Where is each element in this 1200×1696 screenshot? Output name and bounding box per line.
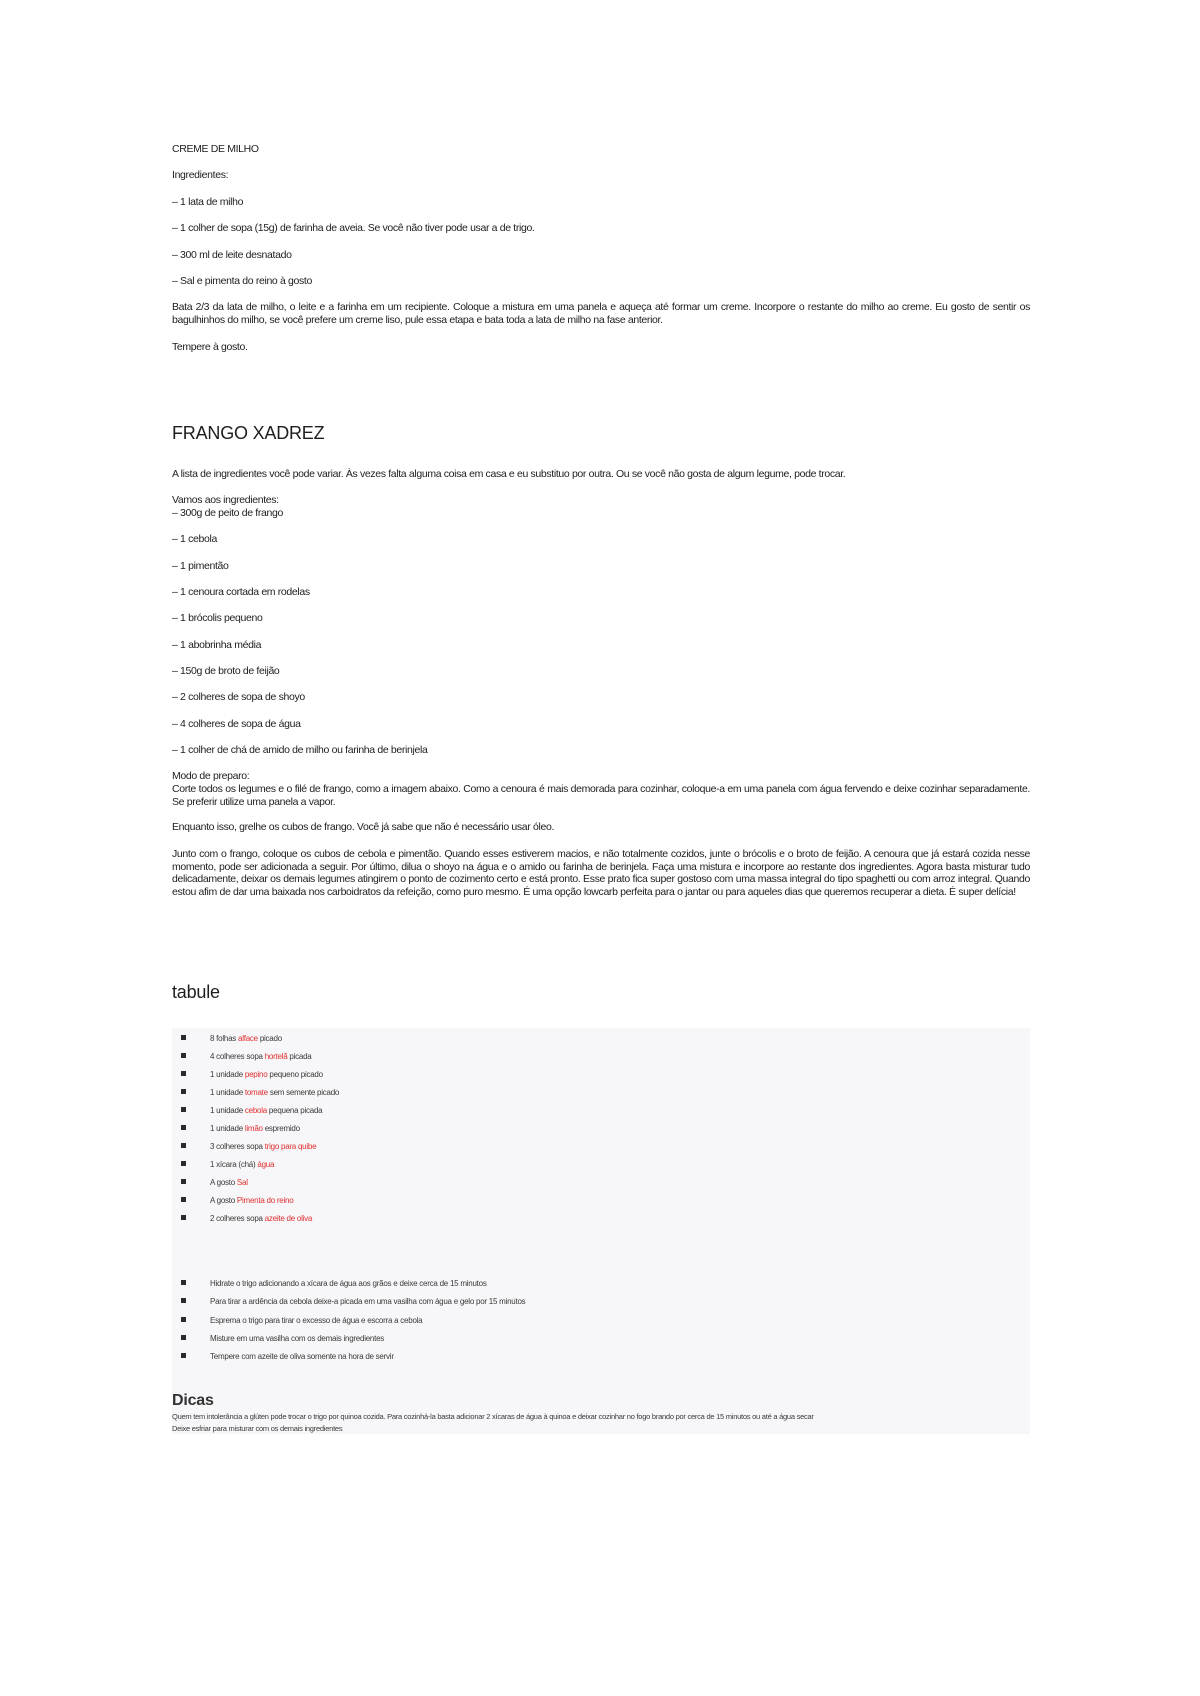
bullet-icon <box>181 1298 186 1303</box>
frango-ingredient: – 1 abobrinha média <box>172 639 262 651</box>
bullet-icon <box>181 1125 186 1130</box>
ingredient-link[interactable]: água <box>257 1160 275 1169</box>
bullet-icon <box>181 1335 186 1340</box>
ingredient-link[interactable]: Sal <box>236 1178 248 1187</box>
ingredient-link[interactable]: cebola <box>244 1106 267 1115</box>
creme-final: Tempere à gosto. <box>172 341 248 353</box>
creme-ingredient: – 300 ml de leite desnatado <box>172 249 292 261</box>
list-item: 1 unidade limão espremido <box>210 1124 300 1133</box>
ingredient-link[interactable]: hortelã <box>264 1052 288 1061</box>
dicas-text: Deixe esfriar para misturar com os demais ingredientes <box>172 1424 343 1433</box>
bullet-icon <box>181 1071 186 1076</box>
bullet-icon <box>181 1317 186 1322</box>
list-item: 1 unidade cebola pequena picada <box>210 1106 322 1115</box>
frango-intro: A lista de ingredientes você pode variar. Às vezes falta alguma coisa em casa e eu substituo por outra. Ou se você não gosta de algum legume, pode trocar. <box>172 468 846 480</box>
frango-ingredients-label: Vamos aos ingredientes: <box>172 494 279 506</box>
bullet-icon <box>181 1107 186 1112</box>
list-item: Para tirar a ardência da cebola deixe-a picada em uma vasilha com água e gelo por 15 minutos <box>210 1297 525 1306</box>
bullet-icon <box>181 1089 186 1094</box>
list-item: 4 colheres sopa hortelã picada <box>210 1052 311 1061</box>
frango-ingredient: – 150g de broto de feijão <box>172 665 280 677</box>
ingredient-link[interactable]: pepino <box>244 1070 268 1079</box>
frango-ingredient: – 300g de peito de frango <box>172 507 283 519</box>
list-item: 1 unidade tomate sem semente picado <box>210 1088 339 1097</box>
bullet-icon <box>181 1179 186 1184</box>
ingredient-link[interactable]: Pimenta do reino <box>236 1196 294 1205</box>
bullet-icon <box>181 1215 186 1220</box>
tabule-panel <box>172 1028 1030 1434</box>
ingredient-link[interactable]: limão <box>244 1124 263 1133</box>
ingredient-link[interactable]: trigo para quibe <box>264 1142 317 1151</box>
frango-ingredient: – 2 colheres de sopa de shoyo <box>172 691 305 703</box>
ingredient-link[interactable]: tomate <box>244 1088 268 1097</box>
frango-title: FRANGO XADREZ <box>172 423 325 443</box>
bullet-icon <box>181 1353 186 1358</box>
list-item: A gosto Sal <box>210 1178 248 1187</box>
list-item: 3 colheres sopa trigo para quibe <box>210 1142 316 1151</box>
bullet-icon <box>181 1197 186 1202</box>
frango-ingredient: – 1 brócolis pequeno <box>172 612 263 624</box>
list-item: 2 colheres sopa azeite de oliva <box>210 1214 312 1223</box>
creme-ingredients-label: Ingredientes: <box>172 169 229 181</box>
list-item: A gosto Pimenta do reino <box>210 1196 293 1205</box>
list-item: Esprema o trigo para tirar o excesso de água e escorra a cebola <box>210 1316 422 1325</box>
frango-grill-text: Enquanto isso, grelhe os cubos de frango. Você já sabe que não é necessário usar óleo. <box>172 821 555 833</box>
dicas-title: Dicas <box>172 1392 214 1409</box>
bullet-icon <box>181 1143 186 1148</box>
list-item: Misture em uma vasilha com os demais ingredientes <box>210 1334 384 1343</box>
frango-ingredient: – 1 cenoura cortada em rodelas <box>172 586 310 598</box>
tabule-title: tabule <box>172 982 220 1002</box>
frango-ingredient: – 1 colher de chá de amido de milho ou farinha de berinjela <box>172 744 428 756</box>
creme-paragraph: Bata 2/3 da lata de milho, o leite e a farinha em um recipiente. Coloque a mistura em uma panela e aqueça até formar um creme. Incorpore o restante do milho ao creme. Eu gosto de sentir os bagulhinhos do milho, se você prefere um creme liso, pule essa etapa e bata toda a lata de milho na fase anterior. <box>172 301 1030 326</box>
frango-prep-text: Corte todos os legumes e o filé de frango, como a imagem abaixo. Como a cenoura é mais demorada para cozinhar, coloque-a em uma panela com água fervendo e deixe cozinhar separadamente. Se preferir utilize uma panela a vapor. <box>172 783 1030 808</box>
ingredient-link[interactable]: azeite de oliva <box>264 1214 313 1223</box>
bullet-icon <box>181 1161 186 1166</box>
creme-ingredient: – Sal e pimenta do reino à gosto <box>172 275 312 287</box>
list-item: 1 unidade pepino pequeno picado <box>210 1070 323 1079</box>
list-item: 8 folhas alface picado <box>210 1034 282 1043</box>
list-item: 1 xícara (chá) água <box>210 1160 274 1169</box>
frango-final-text: Junto com o frango, coloque os cubos de cebola e pimentão. Quando esses estiverem macios, e não totalmente cozidos, junte o brócolis e o broto de feijão. A cenoura que já estará cozida nesse momento, pode ser adicionada a seguir. Por último, dilua o shoyo na água e o amido ou farinha de berinjela. Faça uma mistura e incorpore ao restante dos ingredientes. Agora basta misturar tudo delicadamente, deixar os demais legumes atingirem o ponto de cozimento certo e está pronto. Esse prato fica super gostoso com uma massa integral do tipo spaghetti ou com arroz integral. Quando estou afim de dar uma baixada nos carboidratos da refeição, como puro mesmo. É uma opção lowcarb perfeita para o jantar ou para aqueles dias que queremos recuperar a dieta. É super delícia! <box>172 848 1030 898</box>
creme-ingredient: – 1 colher de sopa (15g) de farinha de aveia. Se você não tiver pode usar a de trigo. <box>172 222 535 234</box>
bullet-icon <box>181 1280 186 1285</box>
frango-prep-label: Modo de preparo: <box>172 770 250 782</box>
frango-ingredient: – 1 pimentão <box>172 560 229 572</box>
creme-title: CREME DE MILHO <box>172 143 259 155</box>
list-item: Tempere com azeite de oliva somente na hora de servir <box>210 1352 394 1361</box>
dicas-text: Quem tem intolerância a glúten pode trocar o trigo por quinoa cozida. Para cozinhá-la basta adicionar 2 xícaras de água à quinoa e deixar cozinhar no fogo brando por cerca de 15 minutos ou até a água secar <box>172 1412 814 1421</box>
frango-ingredient: – 1 cebola <box>172 533 217 545</box>
bullet-icon <box>181 1035 186 1040</box>
creme-ingredient: – 1 lata de milho <box>172 196 244 208</box>
bullet-icon <box>181 1053 186 1058</box>
list-item: Hidrate o trigo adicionando a xícara de água aos grãos e deixe cerca de 15 minutos <box>210 1279 487 1288</box>
frango-ingredient: – 4 colheres de sopa de água <box>172 718 301 730</box>
ingredient-link[interactable]: alface <box>238 1034 258 1043</box>
